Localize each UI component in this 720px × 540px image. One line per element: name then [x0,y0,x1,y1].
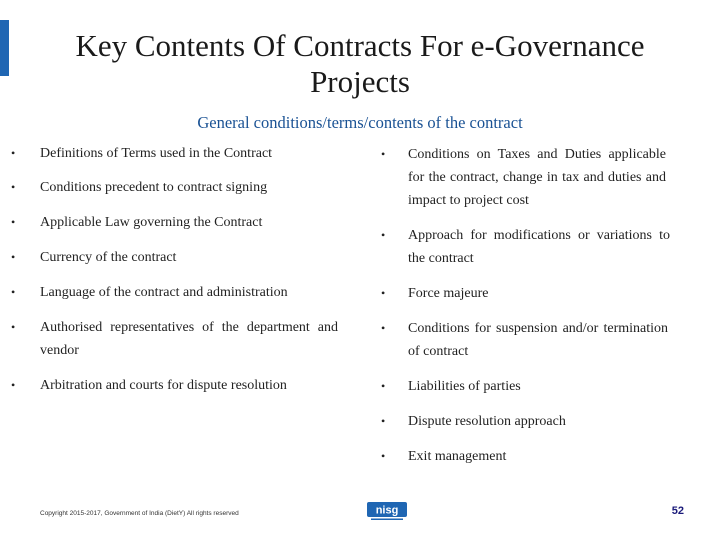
page-number: 52 [671,505,684,517]
bullet-icon: • [11,378,16,392]
bullet-icon: • [11,250,16,264]
list-item-text: Exit management [408,449,507,464]
bullet-icon: • [381,449,386,463]
list-item-text: Approach for modifications or variations to the contract [408,228,670,266]
bullet-icon: • [381,286,386,300]
bullet-icon: • [11,215,16,229]
slide-subtitle: General conditions/terms/contents of the contract [197,113,523,132]
bullet-icon: • [381,147,386,161]
list-item-text: Liabilities of parties [408,379,521,394]
list-item-text: Conditions on Taxes and Duties applicable for the contract, change in tax and duties and impact to project cost [408,147,666,208]
slide-title [40,28,680,100]
bullet-icon: • [381,379,386,393]
footer-copyright: Copyright 2015-2017, Government of India (DietY) All rights reserved [40,510,239,517]
list-item-text: Conditions for suspension and/or termination of contract [408,321,668,359]
bullet-icon: • [11,180,16,194]
list-item-text: Authorised representatives of the department and vendor [40,320,338,358]
bullet-icon: • [11,285,16,299]
bullet-icon: • [381,321,386,335]
list-item-text: Currency of the contract [40,250,177,265]
bullet-icon: • [11,320,16,334]
list-item-text: Language of the contract and administration [40,285,288,300]
list-item-text: Force majeure [408,286,489,301]
bullet-icon: • [381,414,386,428]
list-item-text: Dispute resolution approach [408,414,566,429]
list-item-text: Conditions precedent to contract signing [40,180,268,195]
bullet-icon: • [381,228,386,242]
slide-title-line-2: Projects [310,64,410,99]
nisg-logo-text: nisg [375,504,399,517]
list-item-text: Definitions of Terms used in the Contract [40,146,273,161]
nisg-logo [367,502,407,522]
list-item-text: Applicable Law governing the Contract [40,215,263,230]
list-item-text: Arbitration and courts for dispute resolution [40,378,287,393]
slide-title-line-1: Key Contents Of Contracts For e-Governance [75,28,645,63]
bullet-icon: • [11,146,16,160]
title-accent-bar [0,20,9,76]
